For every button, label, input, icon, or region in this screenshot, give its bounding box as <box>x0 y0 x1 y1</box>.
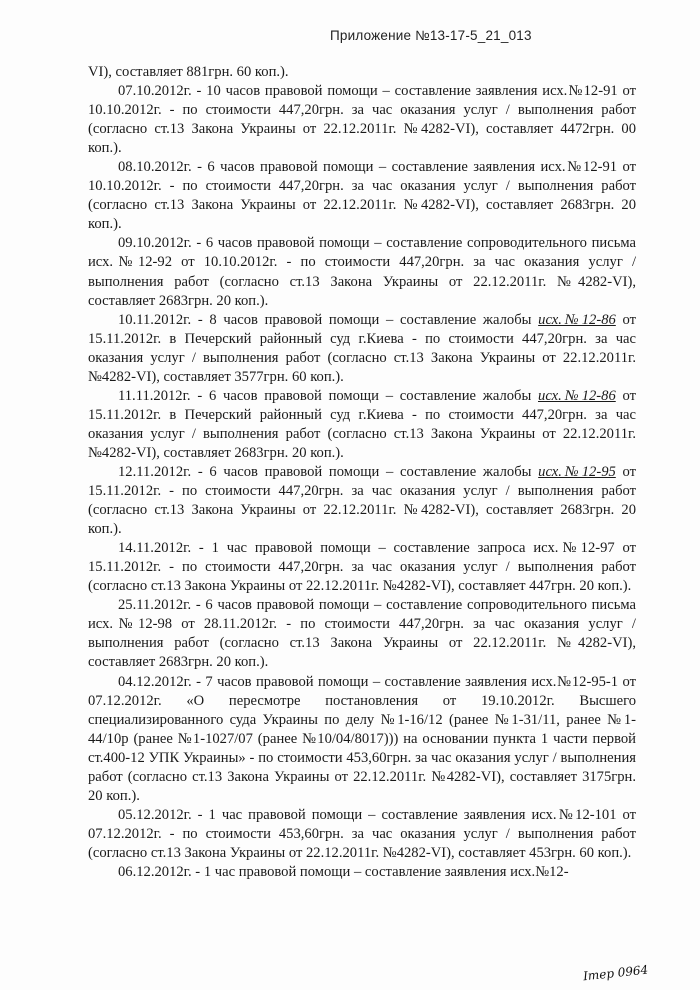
paragraph-text: от 15.11.2012г. в Печерский районный суд г.Киева - по стоимости 447,20грн. за час оказания услуг / выполнения работ (согласно ст.13 Закона Украины от 22.12.2011г. №4282-VI), составляет 3577грн. 60 коп.). <box>88 311 637 385</box>
document-reference: исх.№12-95 <box>538 463 616 480</box>
paragraph <box>88 806 636 863</box>
paragraph <box>88 234 636 310</box>
paragraph-text: VI), составляет 881грн. 60 коп.). <box>88 64 289 80</box>
paragraph <box>88 863 636 882</box>
paragraph-text: 05.12.2012г. - 1 час правовой помощи – составление заявления исх.№12-101 от 07.12.2012г. - по стоимости 453,60грн. за час оказания услуг / выполнения работ (согласно ст.13 Закона Украины от 22.12.2011г. №4282-VI), составляет 453грн. 60 коп.). <box>88 806 636 861</box>
paragraph-text: от 15.11.2012г. - по стоимости 447,20грн. за час оказания услуг / выполнения работ (согласно ст.13 Закона Украины от 22.12.2011г. №4282-VI), составляет 2683грн. 20 коп.). <box>88 463 637 538</box>
document-header: Приложение №13-17-5_21_013 <box>330 28 532 43</box>
paragraph-text: 04.12.2012г. - 7 часов правовой помощи – составление заявления исх.№12-95-1 от 07.12.2012г. «О пересмотре постановления от 19.10.2012г. Высшего специализированного суда Украины по делу №1-16/12 (ранее №1-31/11, ранее №1-44/10р (ранее №1-1027/07 (ранее №10/04/8017))) на основании пункта 1 части первой ст.400-12 УПК Украины» - по стоимости 453,60грн. за час оказания услуг / выполнения работ (согласно ст.13 Закона Украины от 22.12.2011г. №4282-VI), составляет 3175грн. 20 коп.). <box>88 673 636 804</box>
paragraph <box>88 673 636 806</box>
paragraph-text: 25.11.2012г. - 6 часов правовой помощи – составление сопроводительного письма исх.№12-98 от 28.11.2012г. - по стоимости 447,20грн. за час оказания услуг / выполнения работ (согласно ст.13 Закона Украины от 22.12.2011г. №4282-VI), составляет 2683грн. 20 коп.). <box>88 597 636 671</box>
paragraph <box>88 596 636 672</box>
paragraph-text: 09.10.2012г. - 6 часов правовой помощи – составление сопроводительного письма исх.№12-92 от 10.10.2012г. - по стоимости 447,20грн. за час оказания услуг / выполнения работ (согласно ст.13 Закона Украины от 22.12.2011г. №4282-VI), составляет 2683грн. 20 коп.). <box>88 235 636 309</box>
document-reference: исх.№12-86 <box>538 311 616 328</box>
paragraph <box>88 82 636 158</box>
paragraph <box>88 539 636 596</box>
paragraph <box>88 63 636 82</box>
paragraph <box>88 311 636 387</box>
paragraph-text: 06.12.2012г. - 1 час правовой помощи – составление заявления исх.№12- <box>118 863 569 880</box>
paragraph-text: 10.11.2012г. - 8 часов правовой помощи – составление жалобы <box>118 311 539 328</box>
document-body <box>88 63 636 882</box>
paragraph-text: от 15.11.2012г. в Печерский районный суд г.Киева - по стоимости 447,20грн. за час оказания услуг / выполнения работ (согласно ст.13 Закона Украины от 22.12.2011г. №4282-VI), составляет 2683грн. 20 коп.). <box>88 387 636 461</box>
paragraph <box>88 463 636 539</box>
handwritten-page-mark: Ітер 0964 <box>582 962 649 984</box>
paragraph <box>88 387 636 463</box>
paragraph-text: 08.10.2012г. - 6 часов правовой помощи – составление заявления исх.№12-91 от 10.10.2012г. - по стоимости 447,20грн. за час оказания услуг / выполнения работ (согласно ст.13 Закона Украины от 22.12.2011г. №4282-VI), составляет 2683грн. 20 коп.). <box>88 159 636 233</box>
paragraph-text: 12.11.2012г. - 6 часов правовой помощи – составление жалобы <box>118 463 539 480</box>
paragraph-text: 11.11.2012г. - 6 часов правовой помощи – составление жалобы <box>118 387 539 404</box>
paragraph-text: 14.11.2012г. - 1 час правовой помощи – составление запроса исх.№12-97 от 15.11.2012г. - по стоимости 447,20грн. за час оказания услуг / выполнения работ (согласно ст.13 Закона Украины от 22.12.2011г. №4282-VI), составляет 447грн. 20 коп.). <box>88 540 636 595</box>
document-reference: исх.№12-86 <box>538 387 616 404</box>
paragraph-text: 07.10.2012г. - 10 часов правовой помощи – составление заявления исх.№12-91 от 10.10.2012г. - по стоимости 447,20грн. за час оказания услуг / выполнения работ (согласно ст.13 Закона Украины от 22.12.2011г. №4282-VI), составляет 4472грн. 00 коп.). <box>88 83 636 157</box>
paragraph <box>88 158 636 234</box>
